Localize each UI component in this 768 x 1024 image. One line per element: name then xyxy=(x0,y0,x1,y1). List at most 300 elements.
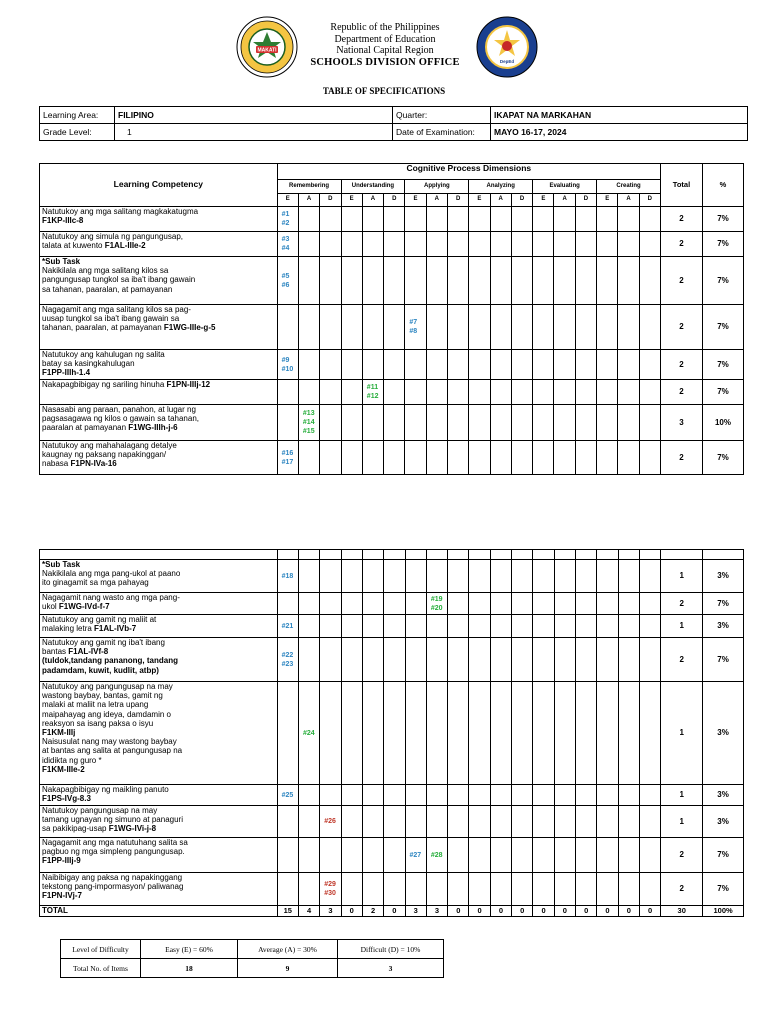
empty-cell xyxy=(512,682,533,785)
document-title: TABLE OF SPECIFICATIONS xyxy=(322,86,446,96)
row-total: 3 xyxy=(661,405,703,441)
row-total: 2 xyxy=(661,305,703,350)
empty-cell xyxy=(490,550,511,560)
item-cell xyxy=(405,305,426,350)
empty-cell xyxy=(575,350,596,380)
totals-value: 0 xyxy=(512,906,533,917)
competency-cell xyxy=(40,350,278,380)
empty-cell xyxy=(469,593,490,615)
empty-cell xyxy=(618,232,639,257)
row-percent: 7% xyxy=(702,441,743,475)
item-number: #13 xyxy=(302,410,315,417)
competency-line xyxy=(42,380,275,389)
empty-cell xyxy=(405,593,426,615)
empty-cell xyxy=(618,806,639,838)
empty-cell xyxy=(447,441,468,475)
level-header: Understanding xyxy=(341,180,405,194)
empty-cell xyxy=(277,593,298,615)
empty-cell xyxy=(490,838,511,873)
item-number: #2 xyxy=(281,220,290,227)
ead-header: E xyxy=(533,194,554,207)
empty-cell xyxy=(298,838,319,873)
row-percent: 7% xyxy=(703,638,744,682)
empty-cell xyxy=(362,405,383,441)
total-header: Total xyxy=(661,164,703,207)
empty-cell xyxy=(426,405,447,441)
empty-cell xyxy=(490,593,511,615)
competency-text: talata at kuwento xyxy=(42,241,105,251)
competency-line: ito ginagamit sa mga pahayag xyxy=(42,578,149,588)
empty-cell xyxy=(618,682,639,785)
empty-cell xyxy=(341,441,362,475)
empty-cell xyxy=(618,257,639,305)
totals-row xyxy=(40,906,744,917)
competency-row xyxy=(40,232,744,257)
empty-cell xyxy=(618,207,639,232)
empty-cell xyxy=(469,615,490,638)
competency-code: F1PS-IVg-8.3 xyxy=(42,794,91,804)
empty-cell xyxy=(511,350,532,380)
competency-line: *Sub Task xyxy=(42,560,81,569)
row-total: 1 xyxy=(661,560,703,593)
empty-cell xyxy=(554,207,575,232)
empty-cell xyxy=(618,441,639,475)
empty-cell xyxy=(298,785,319,806)
empty-cell xyxy=(298,380,319,405)
totals-value: 0 xyxy=(618,906,639,917)
competency-line xyxy=(42,602,275,611)
empty-cell xyxy=(405,560,426,593)
empty-cell xyxy=(320,405,341,441)
item-number: #26 xyxy=(324,818,336,825)
ead-header: A xyxy=(426,194,447,207)
quarter-value: IKAPAT NA MARKAHAN xyxy=(491,107,748,124)
totals-value: 0 xyxy=(533,906,554,917)
row-total: 2 xyxy=(661,207,703,232)
seal-right-text: DepEd xyxy=(499,59,515,64)
item-cell xyxy=(426,593,447,615)
competency-line: Nagagamit ang mga salitang kilos sa pag- xyxy=(42,305,191,314)
empty-cell xyxy=(277,682,298,785)
empty-cell xyxy=(639,682,660,785)
empty-cell xyxy=(639,873,660,906)
empty-cell xyxy=(597,350,618,380)
specification-table-1 xyxy=(39,163,744,475)
competency-line: Natutukoy pangungusap na may xyxy=(42,806,158,815)
empty-cell xyxy=(341,257,362,305)
level-header: Evaluating xyxy=(533,180,597,194)
empty-cell xyxy=(512,593,533,615)
empty-cell xyxy=(469,257,490,305)
totals-value: 3 xyxy=(426,906,447,917)
empty-cell xyxy=(618,550,639,560)
empty-cell xyxy=(597,380,618,405)
competency-code: F1AL-IIIe-2 xyxy=(104,241,146,251)
row-total: 2 xyxy=(661,838,703,873)
empty-cell xyxy=(490,682,511,785)
totals-value: 15 xyxy=(277,906,298,917)
empty-cell xyxy=(469,405,490,441)
empty-cell xyxy=(533,560,554,593)
empty-cell xyxy=(426,550,447,560)
empty-cell xyxy=(512,806,533,838)
competency-code: F1KM-IIIj xyxy=(42,728,76,738)
empty-cell xyxy=(448,615,469,638)
exam-date-value: MAYO 16-17, 2024 xyxy=(491,124,748,141)
empty-cell xyxy=(554,785,575,806)
competency-line: Natutukoy ang gamit ng maliit at xyxy=(42,615,157,624)
competency-code: F1WG-IVi-j-8 xyxy=(108,824,157,834)
empty-cell xyxy=(597,873,618,906)
empty-cell xyxy=(554,350,575,380)
empty-cell xyxy=(298,873,319,906)
competency-row xyxy=(40,305,744,350)
empty-cell xyxy=(298,257,319,305)
competency-row xyxy=(40,350,744,380)
competency-cell xyxy=(40,806,278,838)
row-percent: 7% xyxy=(702,380,743,405)
ead-header: A xyxy=(618,194,639,207)
empty-cell xyxy=(341,305,362,350)
empty-cell xyxy=(512,550,533,560)
difficult-count: 3 xyxy=(338,959,444,978)
empty-cell xyxy=(490,806,511,838)
competency-line xyxy=(42,423,275,432)
level-header: Creating xyxy=(597,180,661,194)
empty-cell xyxy=(469,806,490,838)
row-total: 1 xyxy=(661,615,703,638)
competency-text: bantas xyxy=(42,647,69,657)
competency-line: Nakikilala ang mga salitang kilos sa xyxy=(42,266,169,276)
competency-row xyxy=(40,615,744,638)
empty-cell xyxy=(405,405,426,441)
row-total: 2 xyxy=(661,257,703,305)
empty-cell xyxy=(426,682,447,785)
empty-cell xyxy=(341,232,362,257)
empty-cell xyxy=(639,593,660,615)
row-percent: 3% xyxy=(703,785,744,806)
empty-cell xyxy=(576,785,597,806)
competency-text: Nakapagbibigay ng sariling hinuha xyxy=(42,380,167,389)
empty-cell xyxy=(405,232,426,257)
competency-cell xyxy=(40,873,278,906)
item-number: #9 xyxy=(281,356,290,364)
item-cell xyxy=(277,207,298,232)
empty-cell xyxy=(597,560,618,593)
item-number: #10 xyxy=(281,365,294,373)
empty-cell xyxy=(576,560,597,593)
empty-cell xyxy=(362,873,383,906)
empty-cell xyxy=(576,806,597,838)
item-number: #19 xyxy=(430,595,443,603)
empty-cell xyxy=(554,380,575,405)
competency-cell xyxy=(40,593,278,615)
empty-cell xyxy=(469,305,490,350)
row-percent: 3% xyxy=(703,682,744,785)
item-number: #12 xyxy=(366,393,379,400)
row-total: 2 xyxy=(661,350,703,380)
empty-cell xyxy=(576,593,597,615)
totals-value: 0 xyxy=(639,906,660,917)
empty-cell xyxy=(405,638,426,682)
competency-line: Naibibigay ang paksa ng napakinggang xyxy=(42,873,183,882)
competency-line: tekstong pang-impormasyon/ paliwanag xyxy=(42,882,184,892)
totals-value: 4 xyxy=(298,906,319,917)
row-total: 2 xyxy=(661,593,703,615)
grade-level-value: 1 xyxy=(115,124,393,141)
blank-header-row xyxy=(40,550,744,560)
empty-cell xyxy=(298,441,319,475)
competency-note: padamdam, kuwit, kudlit, atbp) xyxy=(42,665,159,675)
competency-line: *Sub Task xyxy=(42,257,81,266)
ead-header: A xyxy=(298,194,319,207)
percent-header: % xyxy=(702,164,743,207)
item-number: #4 xyxy=(281,245,290,252)
competency-line xyxy=(42,241,275,250)
empty-cell xyxy=(533,838,554,873)
empty-cell xyxy=(575,232,596,257)
item-number: #24 xyxy=(302,729,315,737)
empty-cell xyxy=(469,682,490,785)
empty-cell xyxy=(575,207,596,232)
empty-cell xyxy=(639,615,660,638)
empty-cell xyxy=(554,682,575,785)
totals-value: 2 xyxy=(362,906,383,917)
easy-count: 18 xyxy=(141,959,238,978)
empty-cell xyxy=(426,806,447,838)
difficulty-table xyxy=(60,939,444,978)
empty-cell xyxy=(362,257,383,305)
empty-cell xyxy=(447,380,468,405)
grand-total: 30 xyxy=(661,906,703,917)
ead-header: E xyxy=(405,194,426,207)
row-percent: 7% xyxy=(703,593,744,615)
empty-cell xyxy=(362,682,383,785)
competency-text: nabasa xyxy=(42,459,71,469)
empty-cell xyxy=(384,615,405,638)
row-total: 1 xyxy=(661,682,703,785)
item-cell xyxy=(298,405,319,441)
empty-cell xyxy=(277,305,298,350)
empty-cell xyxy=(490,257,511,305)
item-cell xyxy=(298,682,319,785)
ead-header: E xyxy=(469,194,490,207)
competency-line: Natutukoy ang gamit ng iba't ibang xyxy=(42,638,165,647)
item-cell xyxy=(277,232,298,257)
exam-date-label: Date of Examination: xyxy=(393,124,491,141)
row-percent: 7% xyxy=(702,207,743,232)
empty-cell xyxy=(639,405,660,441)
average-count: 9 xyxy=(238,959,338,978)
totals-value: 0 xyxy=(597,906,618,917)
competency-code: F1PP-IIIj-9 xyxy=(42,856,81,866)
empty-cell xyxy=(341,873,362,906)
grand-percent: 100% xyxy=(703,906,744,917)
ead-header: A xyxy=(490,194,511,207)
empty-cell xyxy=(512,615,533,638)
competency-cell xyxy=(40,615,278,638)
empty-cell xyxy=(426,873,447,906)
empty-cell xyxy=(298,350,319,380)
empty-cell xyxy=(341,838,362,873)
empty-cell xyxy=(384,682,405,785)
competency-line: pagsasagawa ng kilos o gawain sa tahanan, xyxy=(42,414,199,424)
totals-value: 0 xyxy=(490,906,511,917)
totals-value: 0 xyxy=(341,906,362,917)
competency-line: maipahayag ang ideya, damdamin o xyxy=(42,709,171,719)
empty-cell xyxy=(554,441,575,475)
empty-cell xyxy=(362,838,383,873)
empty-cell xyxy=(597,232,618,257)
competency-line: ididikta ng guro * xyxy=(42,755,102,765)
competency-line: tamang ugnayan ng simuno at panaguri xyxy=(42,815,183,825)
empty-cell xyxy=(405,873,426,906)
empty-cell xyxy=(448,638,469,682)
empty-cell xyxy=(575,405,596,441)
competency-code: F1WG-IIIh-j-6 xyxy=(128,423,178,433)
empty-cell xyxy=(40,550,278,560)
empty-cell xyxy=(469,785,490,806)
empty-cell xyxy=(341,638,362,682)
empty-cell xyxy=(362,638,383,682)
item-number: #30 xyxy=(324,890,336,897)
empty-cell xyxy=(512,873,533,906)
competency-line: reaksyon sa isang paksa o isyu xyxy=(42,718,154,728)
item-number: #17 xyxy=(281,458,294,466)
empty-cell xyxy=(447,350,468,380)
empty-cell xyxy=(533,873,554,906)
empty-cell xyxy=(490,232,511,257)
competency-line xyxy=(42,647,275,656)
empty-cell xyxy=(512,638,533,682)
empty-cell xyxy=(639,638,660,682)
empty-cell xyxy=(469,380,490,405)
empty-cell xyxy=(490,441,511,475)
empty-cell xyxy=(576,682,597,785)
item-number: #20 xyxy=(430,604,443,612)
competency-line: malaki at maliit na letra upang xyxy=(42,700,149,710)
totals-value: 3 xyxy=(320,906,341,917)
letterhead xyxy=(0,12,768,84)
empty-cell xyxy=(320,257,341,305)
empty-cell xyxy=(554,838,575,873)
empty-cell xyxy=(298,550,319,560)
empty-cell xyxy=(597,682,618,785)
empty-cell xyxy=(575,305,596,350)
item-cell xyxy=(277,560,298,593)
empty-cell xyxy=(597,593,618,615)
row-total: 1 xyxy=(661,785,703,806)
empty-cell xyxy=(533,638,554,682)
competency-cell xyxy=(40,405,278,441)
empty-cell xyxy=(362,593,383,615)
grade-level-label: Grade Level: xyxy=(40,124,115,141)
empty-cell xyxy=(618,615,639,638)
empty-cell xyxy=(511,257,532,305)
empty-cell xyxy=(384,785,405,806)
empty-cell xyxy=(469,638,490,682)
empty-cell xyxy=(447,207,468,232)
empty-cell xyxy=(511,405,532,441)
empty-cell xyxy=(426,350,447,380)
empty-cell xyxy=(341,785,362,806)
empty-cell xyxy=(469,232,490,257)
competency-code: F1AL-IVb-7 xyxy=(94,624,137,634)
empty-cell xyxy=(597,405,618,441)
empty-cell xyxy=(426,232,447,257)
empty-cell xyxy=(554,550,575,560)
competency-text: malaking letra xyxy=(42,624,95,634)
empty-cell xyxy=(575,380,596,405)
item-number: #16 xyxy=(281,449,294,457)
competency-code: F1AL-IVf-8 xyxy=(68,647,109,657)
item-number: #7 xyxy=(409,319,418,326)
empty-cell xyxy=(277,873,298,906)
competency-code: F1WG-IVd-f-7 xyxy=(58,602,110,612)
division-seal-icon xyxy=(236,16,298,78)
empty-cell xyxy=(469,560,490,593)
competency-row xyxy=(40,207,744,232)
row-total: 2 xyxy=(661,441,703,475)
empty-cell xyxy=(448,806,469,838)
empty-cell xyxy=(639,207,660,232)
empty-cell xyxy=(639,350,660,380)
item-number: #25 xyxy=(281,791,294,799)
empty-cell xyxy=(639,305,660,350)
empty-cell xyxy=(511,441,532,475)
empty-cell xyxy=(490,785,511,806)
competency-line: Naisusulat nang may wastong baybay xyxy=(42,737,177,747)
competency-code: F1WG-IIIe-g-5 xyxy=(163,323,216,333)
empty-cell xyxy=(533,441,554,475)
empty-cell xyxy=(341,550,362,560)
empty-cell xyxy=(426,638,447,682)
competency-row xyxy=(40,405,744,441)
empty-cell xyxy=(298,305,319,350)
empty-cell xyxy=(575,257,596,305)
competency-row xyxy=(40,838,744,873)
difficulty-level-label: Level of Difficulty xyxy=(61,940,141,959)
competency-row xyxy=(40,441,744,475)
item-number: #29 xyxy=(324,881,336,888)
empty-cell xyxy=(341,560,362,593)
empty-cell xyxy=(298,593,319,615)
empty-cell xyxy=(533,806,554,838)
empty-cell xyxy=(533,380,554,405)
competency-cell xyxy=(40,560,278,593)
competency-line: Nagagamit nang wasto ang mga pang- xyxy=(42,593,180,602)
empty-cell xyxy=(384,257,405,305)
item-cell xyxy=(405,838,426,873)
item-cell xyxy=(362,380,383,405)
empty-cell xyxy=(384,550,405,560)
competency-line xyxy=(42,824,275,833)
competency-cell xyxy=(40,441,278,475)
empty-cell xyxy=(405,615,426,638)
empty-cell xyxy=(362,305,383,350)
item-number: #6 xyxy=(281,281,290,289)
empty-cell xyxy=(362,232,383,257)
empty-cell xyxy=(511,232,532,257)
empty-cell xyxy=(533,550,554,560)
item-number: #5 xyxy=(281,272,290,280)
item-number: #14 xyxy=(302,419,315,426)
empty-cell xyxy=(639,838,660,873)
empty-cell xyxy=(384,441,405,475)
empty-cell xyxy=(426,615,447,638)
competency-line: at bantas ang salita at pangungusap na xyxy=(42,746,183,756)
empty-cell xyxy=(362,806,383,838)
